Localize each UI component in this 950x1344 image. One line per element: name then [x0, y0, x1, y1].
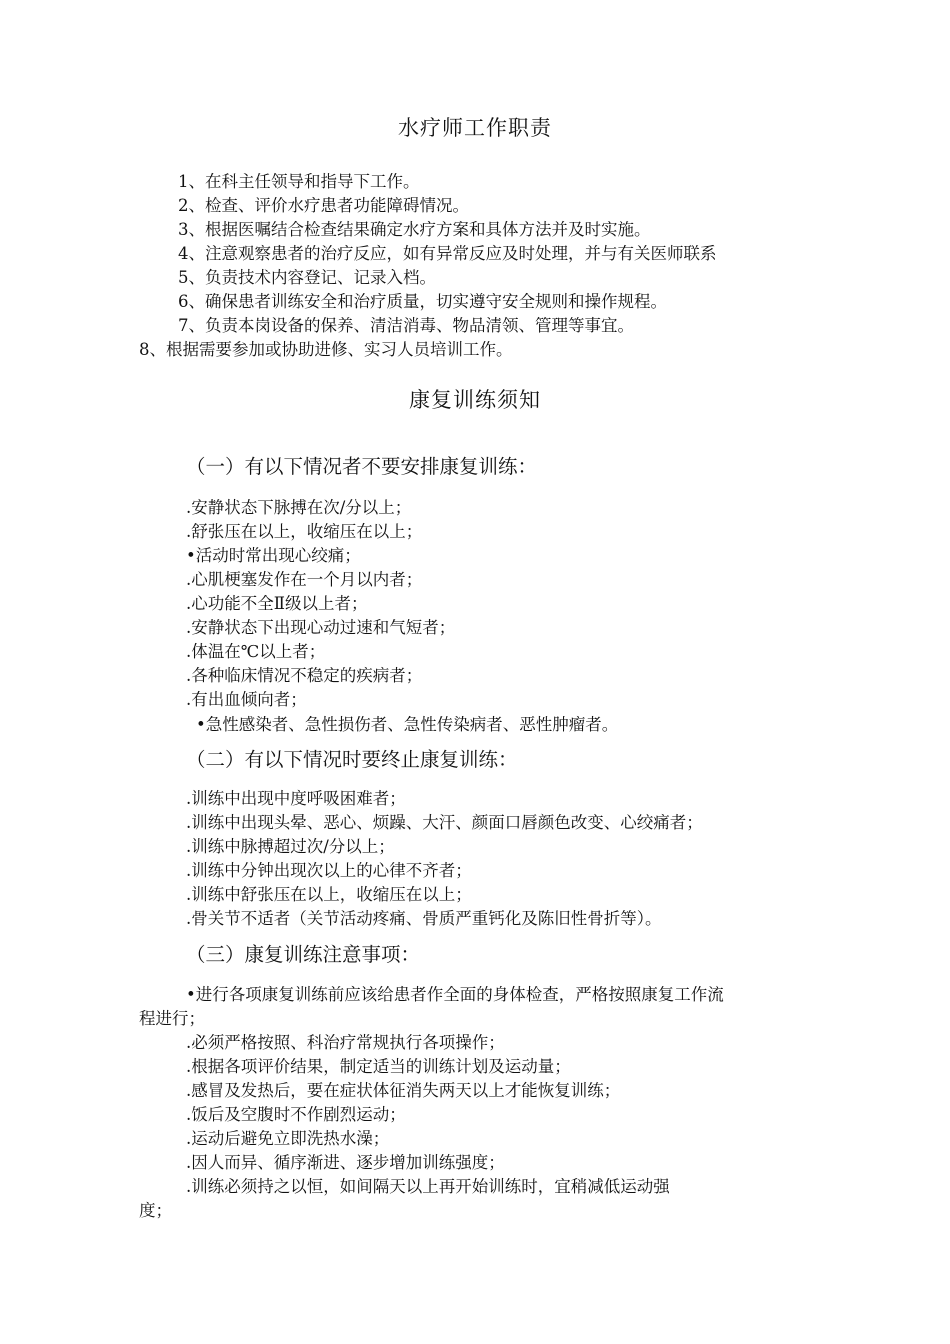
section1-item: .有出血倾向者； [186, 690, 307, 709]
section1-item: •急性感染者、急性损伤者、急性传染病者、恶性肿瘤者。 [196, 715, 619, 734]
section1-heading: （一）有以下情况者不要安排康复训练： [186, 455, 538, 478]
section3-item: .必须严格按照、科治疗常规执行各项操作； [186, 1033, 505, 1052]
section2-item: .训练中出现头晕、恶心、烦躁、大汗、颜面口唇颜色改变、心绞痛者； [186, 813, 703, 832]
section3-item: .感冒及发热后，要在症状体征消失两天以上才能恢复训练； [186, 1081, 621, 1100]
section3-item: .饭后及空腹时不作剧烈运动； [186, 1105, 406, 1124]
section2-item: .训练中舒张压在以上，收缩压在以上； [186, 885, 472, 904]
section1-item: .安静状态下出现心动过速和气短者； [186, 618, 456, 637]
section2-item: .训练中分钟出现次以上的心律不齐者； [186, 861, 472, 880]
section2-heading: （二）有以下情况时要终止康复训练： [186, 748, 518, 771]
section1-item: .安静状态下脉搏在次/分以上； [186, 498, 412, 517]
duty-item-6: 6、确保患者训练安全和治疗质量，切实遵守安全规则和操作规程。 [178, 292, 667, 311]
section1-item: .心肌梗塞发作在一个月以内者； [186, 570, 423, 589]
section3-item: 程进行； [139, 1009, 205, 1028]
section3-item: .因人而异、循序渐进、逐步增加训练强度； [186, 1153, 505, 1172]
section1-item: .体温在℃以上者； [186, 642, 326, 661]
duties-title: 水疗师工作职责 [398, 116, 552, 140]
duty-item-7: 7、负责本岗设备的保养、清洁消毒、物品清领、管理等事宜。 [178, 316, 634, 335]
section1-item: .舒张压在以上，收缩压在以上； [186, 522, 423, 541]
section3-heading: （三）康复训练注意事项： [186, 943, 421, 966]
section1-item: •活动时常出现心绞痛； [186, 546, 361, 565]
duty-item-8: 8、根据需要参加或协助进修、实习人员培训工作。 [139, 340, 513, 359]
section3-item: •进行各项康复训练前应该给患者作全面的身体检查，严格按照康复工作流 [186, 985, 724, 1004]
section2-item: .训练中出现中度呼吸困难者； [186, 789, 406, 808]
section3-item: 度； [139, 1201, 172, 1220]
notice-title: 康复训练须知 [409, 388, 541, 412]
section3-item: .运动后避免立即洗热水澡； [186, 1129, 390, 1148]
duty-item-1: 1、在科主任领导和指导下工作。 [178, 172, 420, 191]
section2-item: .训练中脉搏超过次/分以上； [186, 837, 395, 856]
section1-item: .各种临床情况不稳定的疾病者； [186, 666, 423, 685]
duty-item-2: 2、检查、评价水疗患者功能障碍情况。 [178, 196, 469, 215]
section2-item: .骨关节不适者（关节活动疼痛、骨质严重钙化及陈旧性骨折等）。 [186, 909, 662, 928]
section3-item: .根据各项评价结果，制定适当的训练计划及运动量； [186, 1057, 571, 1076]
duty-item-3: 3、根据医嘱结合检查结果确定水疗方案和具体方法并及时实施。 [178, 220, 651, 239]
section1-item: .心功能不全Ⅱ级以上者； [186, 594, 368, 613]
duty-item-5: 5、负责技术内容登记、记录入档。 [178, 268, 436, 287]
duty-item-4: 4、注意观察患者的治疗反应，如有异常反应及时处理，并与有关医师联系 [178, 244, 717, 263]
section3-item: .训练必须持之以恒，如间隔天以上再开始训练时，宜稍减低运动强 [186, 1177, 670, 1196]
